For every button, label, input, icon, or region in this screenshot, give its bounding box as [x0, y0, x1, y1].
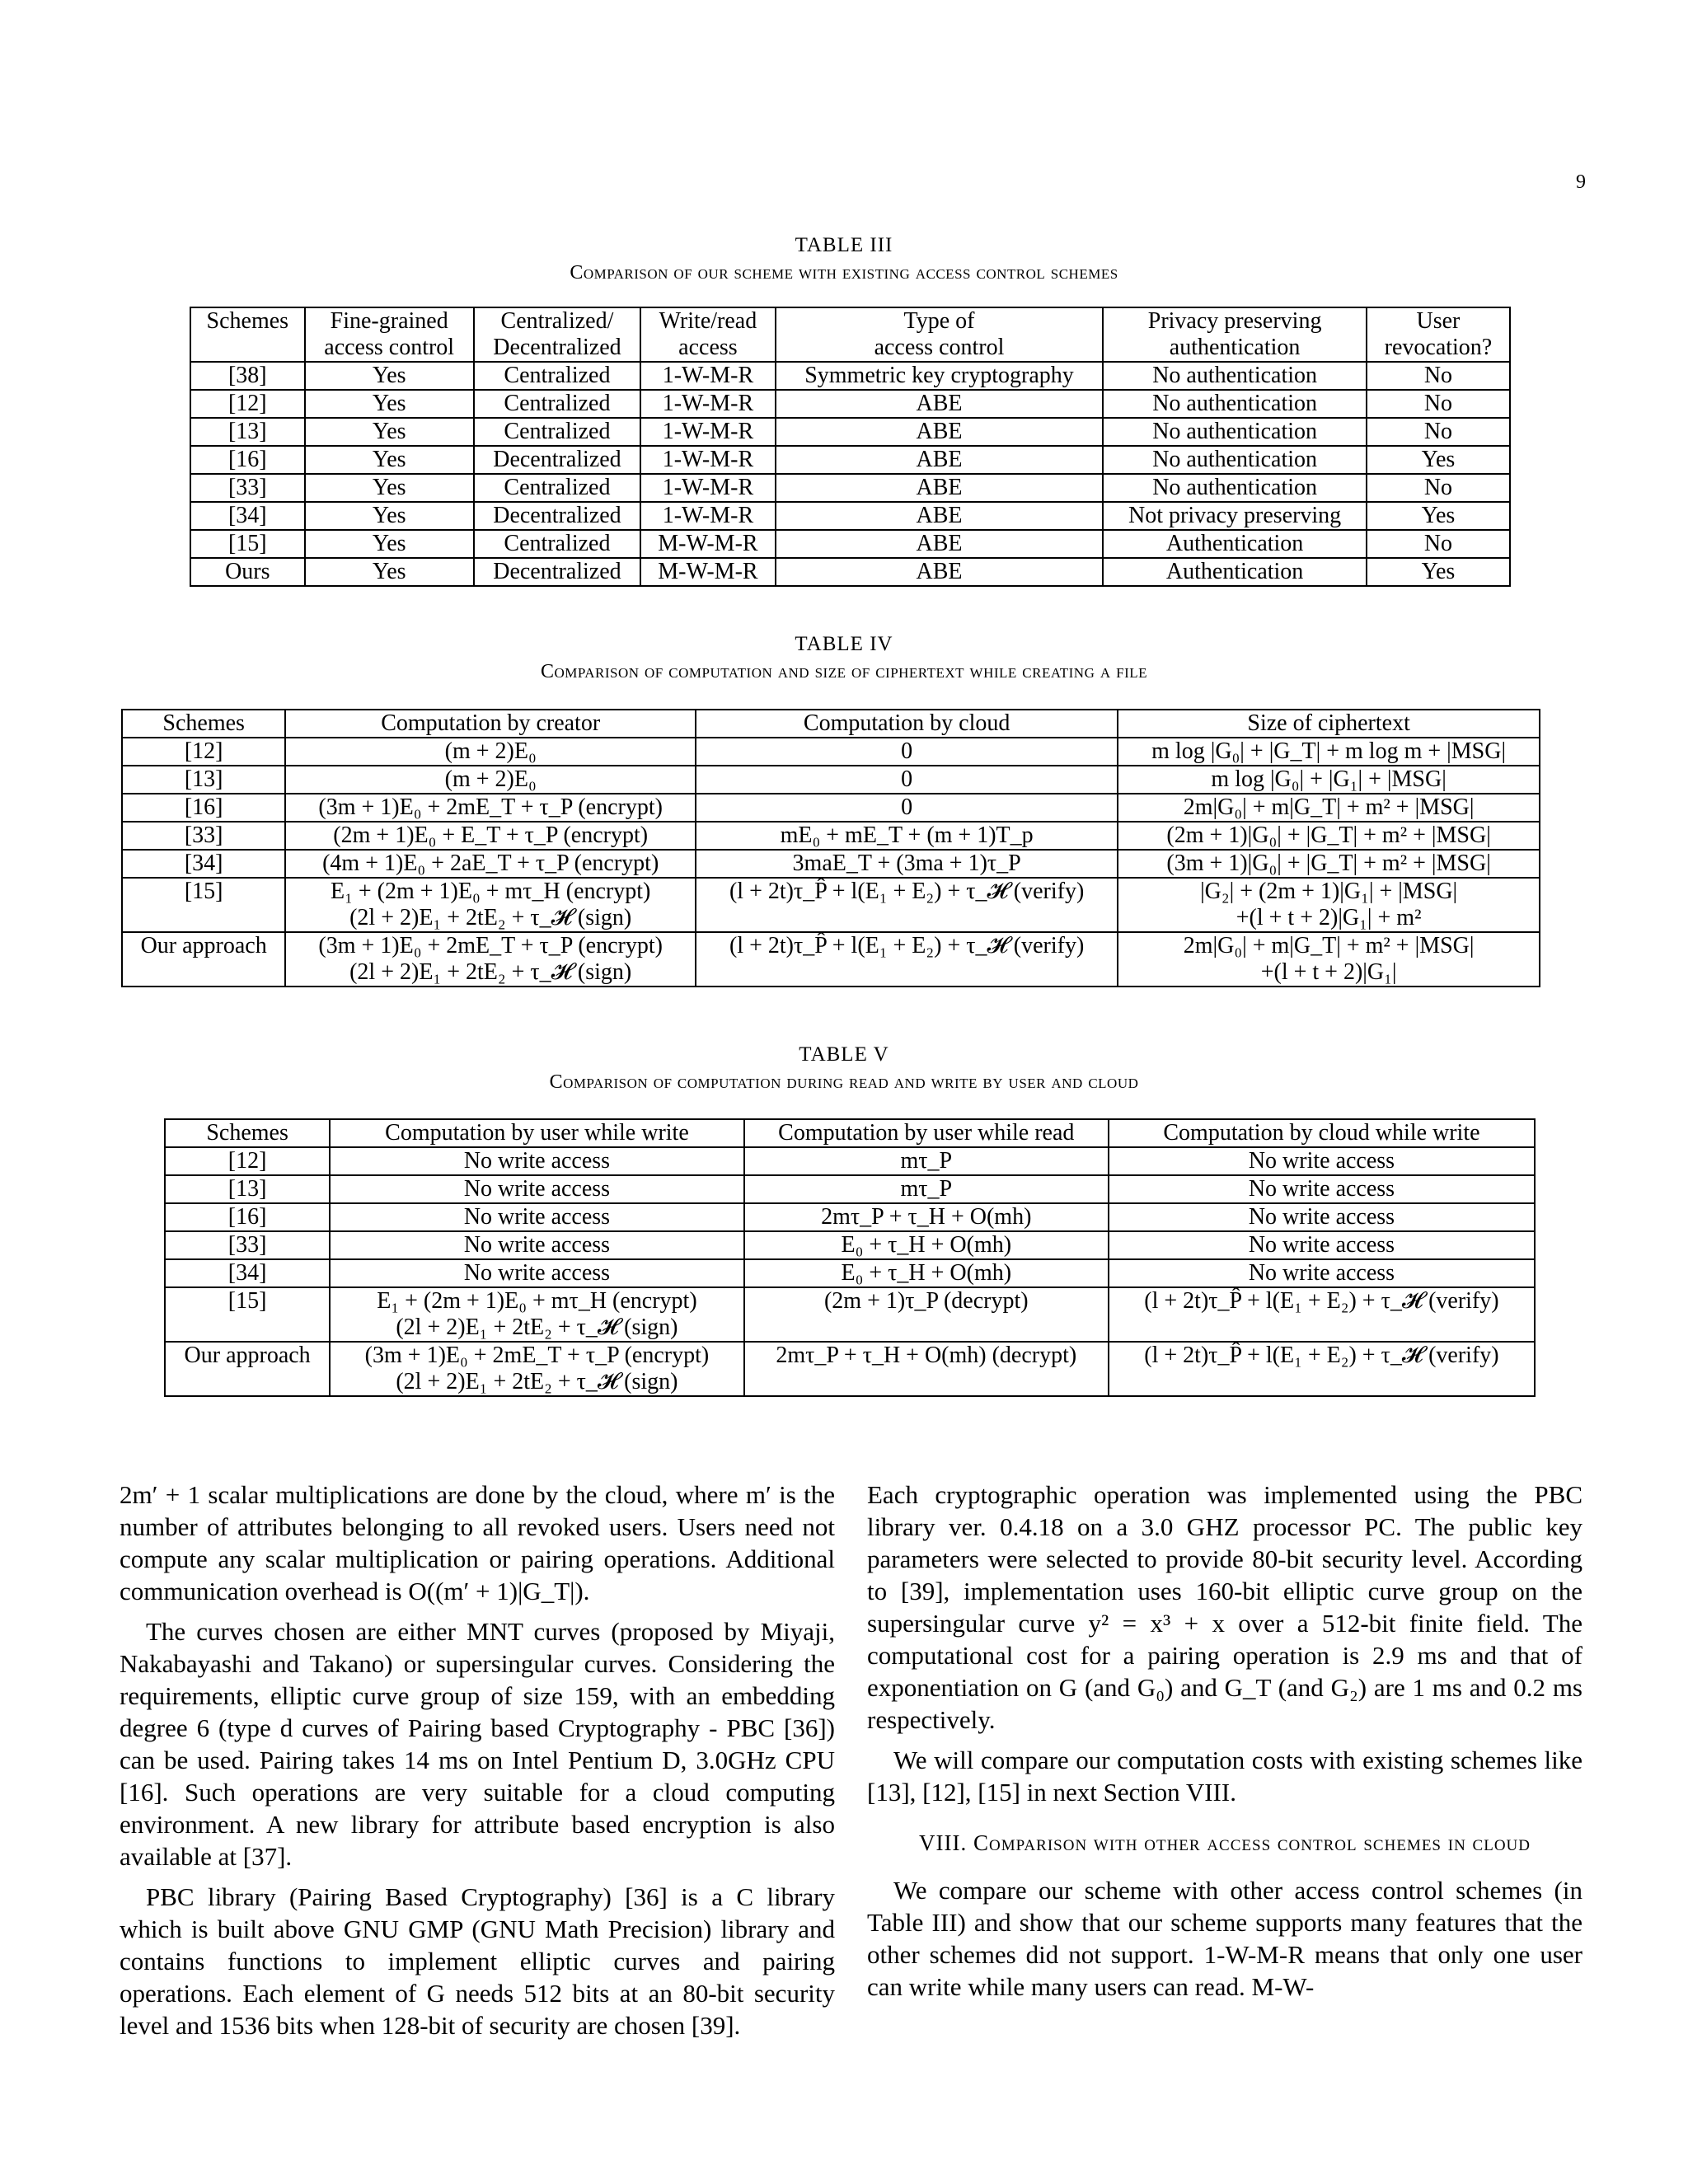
cell-line: (3m + 1)E₀ + 2mE_T + τ_P (encrypt) [364, 1343, 710, 1368]
table-cell [330, 1175, 743, 1203]
cell-line: No write access [1248, 1148, 1395, 1174]
cell-line: (l + 2t)τ_P̂ + l(E₁ + E₂) + τ_𝓗 (verify) [1144, 1288, 1499, 1314]
cell-line: |G₂| + (2m + 1)|G₁| + |MSG| [1200, 879, 1458, 904]
section-heading: VIII. Comparison with other access control schemes in cloud [919, 1830, 1531, 1855]
table-row [165, 1231, 1535, 1259]
cell-line: 2mτ_P + τ_H + O(mh) (decrypt) [776, 1343, 1077, 1368]
cell-line: [13] [184, 766, 223, 792]
table-cell: Yes [305, 530, 474, 558]
cell-line: 0 [901, 738, 913, 764]
cell-line: (l + 2t)τ_P̂ + l(E₁ + E₂) + τ_𝓗 (verify) [729, 879, 1085, 904]
table3-title: Comparison of our scheme with existing access control schemes [570, 262, 1118, 284]
cell-line: [34] [227, 1260, 267, 1286]
table-cell [165, 1203, 330, 1231]
table-cell: Yes [305, 446, 474, 474]
cell-line: Centralized/ [500, 308, 614, 334]
cell-line: [12] [227, 1148, 267, 1174]
cell-line: Privacy preserving [1147, 308, 1322, 334]
cell-line: mτ_P [900, 1148, 953, 1174]
table-cell [1118, 932, 1540, 987]
left-column [120, 1479, 835, 2050]
column-header: Computation by creator [285, 710, 696, 738]
cell-line: access [678, 335, 738, 360]
cell-line: m log |G₀| + |G₁| + |MSG| [1211, 766, 1447, 792]
table-cell [1118, 878, 1540, 932]
table-cell: [33] [190, 474, 305, 502]
cell-line: mE₀ + mE_T + (m + 1)T_p [780, 823, 1034, 848]
table-cell: No authentication [1103, 418, 1367, 446]
table-cell: Authentication [1103, 530, 1367, 558]
table-cell: M-W-M-R [640, 558, 776, 586]
table4-title: Comparison of computation and size of ciphertext while creating a file [540, 661, 1148, 682]
cell-line: 2mτ_P + τ_H + O(mh) [821, 1204, 1032, 1230]
cell-line: Write/read [659, 308, 757, 334]
table-cell [330, 1342, 743, 1396]
table-cell: Symmetric key cryptography [776, 362, 1104, 390]
table-cell [1109, 1203, 1535, 1231]
table-cell: Decentralized [474, 558, 640, 586]
table-cell: Yes [1367, 446, 1510, 474]
cell-line: E₁ + (2m + 1)E₀ + mτ_H (encrypt) [330, 879, 651, 904]
table-cell [330, 1287, 743, 1342]
cell-line: No write access [463, 1148, 611, 1174]
table-row [165, 1203, 1535, 1231]
table-cell [1109, 1231, 1535, 1259]
table-cell: Yes [305, 418, 474, 446]
column-header [190, 307, 305, 362]
cell-line: Our approach [184, 1343, 311, 1368]
cell-line: +(l + t + 2)|G₁| [1260, 959, 1397, 985]
cell-line: 3maE_T + (3ma + 1)τ_P [792, 851, 1021, 876]
table-cell [1118, 850, 1540, 878]
table-cell: Centralized [474, 530, 640, 558]
table-cell: No [1367, 390, 1510, 418]
cell-line: revocation? [1384, 335, 1493, 360]
table-cell: Decentralized [474, 502, 640, 530]
table-cell: 1-W-M-R [640, 418, 776, 446]
table-cell: Not privacy preserving [1103, 502, 1367, 530]
cell-line: No write access [463, 1232, 611, 1258]
table-cell [285, 878, 696, 932]
table-cell [165, 1147, 330, 1175]
cell-line: Type of [903, 308, 975, 334]
cell-line: (2l + 2)E₁ + 2tE₂ + τ_𝓗 (sign) [349, 959, 632, 985]
table-cell [1118, 766, 1540, 794]
table-cell: [15] [190, 530, 305, 558]
table-cell [744, 1342, 1109, 1396]
table-cell: 1-W-M-R [640, 474, 776, 502]
table-cell: Ours [190, 558, 305, 586]
table-cell: ABE [776, 502, 1104, 530]
cell-line: access control [874, 335, 1005, 360]
table-cell: [38] [190, 362, 305, 390]
cell-line: Decentralized [493, 335, 621, 360]
table-cell [285, 738, 696, 766]
table-cell [165, 1231, 330, 1259]
table-cell: Yes [305, 362, 474, 390]
cell-line: 2m|G₀| + m|G_T| + m² + |MSG| [1183, 933, 1475, 958]
table-cell [330, 1203, 743, 1231]
column-header: Computation by cloud [696, 710, 1118, 738]
right-column [867, 1479, 1582, 2011]
table-cell: No authentication [1103, 446, 1367, 474]
table-cell: Centralized [474, 474, 640, 502]
table-cell [1109, 1147, 1535, 1175]
table-cell [165, 1287, 330, 1342]
cell-line: No write access [463, 1176, 611, 1202]
table-row [190, 558, 1510, 586]
column-header: Size of ciphertext [1118, 710, 1540, 738]
table-cell [696, 794, 1118, 822]
table-cell: No [1367, 362, 1510, 390]
table-cell [330, 1259, 743, 1287]
header-row [122, 710, 1540, 738]
cell-line: [12] [184, 738, 223, 764]
table-cell [1118, 822, 1540, 850]
cell-line: No write access [1248, 1232, 1395, 1258]
table-row [122, 878, 1540, 932]
cell-line: (2m + 1)τ_P (decrypt) [823, 1288, 1029, 1314]
table-cell [330, 1231, 743, 1259]
cell-line: E₁ + (2m + 1)E₀ + mτ_H (encrypt) [377, 1288, 697, 1314]
table4-label: TABLE IV [795, 633, 893, 655]
cell-line: access control [324, 335, 455, 360]
table-row [190, 362, 1510, 390]
cell-line: [15] [184, 879, 223, 904]
cell-line: mτ_P [900, 1176, 953, 1202]
table4 [121, 709, 1540, 987]
table-cell: Authentication [1103, 558, 1367, 586]
cell-line: No write access [1248, 1204, 1395, 1230]
cell-line: (2l + 2)E₁ + 2tE₂ + τ_𝓗 (sign) [396, 1315, 678, 1340]
table-row [122, 932, 1540, 987]
cell-line: [33] [184, 823, 223, 848]
cell-line: [15] [227, 1288, 267, 1314]
table-cell: No authentication [1103, 390, 1367, 418]
table-cell: 1-W-M-R [640, 390, 776, 418]
table-row [165, 1147, 1535, 1175]
column-header: Computation by cloud while write [1109, 1119, 1535, 1147]
table-cell [122, 878, 285, 932]
table-row [165, 1259, 1535, 1287]
table-row [122, 794, 1540, 822]
table-cell [285, 850, 696, 878]
table-cell [165, 1175, 330, 1203]
table-cell [1118, 794, 1540, 822]
table-cell [285, 766, 696, 794]
table-cell [122, 822, 285, 850]
table-cell [744, 1287, 1109, 1342]
table-cell [696, 738, 1118, 766]
table-cell [744, 1259, 1109, 1287]
table-cell: ABE [776, 530, 1104, 558]
table-cell: Yes [305, 558, 474, 586]
cell-line: [33] [227, 1232, 267, 1258]
table-cell: M-W-M-R [640, 530, 776, 558]
cell-line: (2l + 2)E₁ + 2tE₂ + τ_𝓗 (sign) [349, 905, 632, 930]
cell-line: 2m|G₀| + m|G_T| + m² + |MSG| [1183, 794, 1475, 820]
table3-caption [0, 234, 1688, 284]
table-row [190, 502, 1510, 530]
cell-line: (l + 2t)τ_P̂ + l(E₁ + E₂) + τ_𝓗 (verify) [729, 933, 1085, 958]
column-header: Schemes [165, 1119, 330, 1147]
table-cell: Yes [305, 502, 474, 530]
table-cell: Centralized [474, 418, 640, 446]
left-paragraph: 2m′ + 1 scalar multiplications are done by the cloud, where m′ is the number of attributes belonging to all revoked users. Users need not compute any scalar multiplication or pairing operations. Additional communication overhead is O((m′ + 1)|G_T|). [120, 1480, 835, 1605]
table3 [190, 307, 1511, 587]
header-row [165, 1119, 1535, 1147]
table-cell: 1-W-M-R [640, 362, 776, 390]
right-paragraph: We will compare our computation costs with existing schemes like [13], [12], [15] in next Section VIII. [867, 1746, 1582, 1807]
cell-line: Our approach [140, 933, 267, 958]
cell-line: No write access [463, 1260, 611, 1286]
cell-line: (3m + 1)E₀ + 2mE_T + τ_P (encrypt) [318, 794, 663, 820]
cell-line: E₀ + τ_H + O(mh) [841, 1260, 1012, 1286]
column-header [1103, 307, 1367, 362]
column-header: Computation by user while write [330, 1119, 743, 1147]
column-header [776, 307, 1104, 362]
table-row [190, 390, 1510, 418]
cell-line: 0 [901, 794, 913, 820]
table-cell [1109, 1287, 1535, 1342]
table-cell: Decentralized [474, 446, 640, 474]
table-cell [122, 932, 285, 987]
table-cell [285, 794, 696, 822]
page-number: 9 [1576, 171, 1586, 193]
table-row [190, 446, 1510, 474]
cell-line: User [1416, 308, 1461, 334]
left-paragraph: The curves chosen are either MNT curves (proposed by Miyaji, Nakabayashi and Takano) or supersingular curves. Considering the requirements, elliptic curve group of size 159, with an embedding degree 6 (type d curves of Pairing based Cryptography - PBC [36]) can be used. Pairing takes 14 ms on Intel Pentium D, 3.0GHz CPU [16]. Such operations are very suitable for a cloud computing environment. A new library for attribute based encryption is also available at [37]. [120, 1617, 835, 1871]
column-header [1367, 307, 1510, 362]
table-cell [122, 738, 285, 766]
table-cell [1118, 738, 1540, 766]
table-cell [744, 1147, 1109, 1175]
table-cell: No [1367, 530, 1510, 558]
left-paragraph: PBC library (Pairing Based Cryptography) [36] is a C library which is built above GNU GMP (GNU Math Precision) library and contains functions to implement elliptic curves and pairing operations. Each element of G needs 512 bits at an 80-bit security level and 1536 bits when 128-bit of security are chosen [39]. [120, 1882, 835, 2040]
table-cell: No authentication [1103, 474, 1367, 502]
table4-caption [0, 633, 1688, 683]
table-cell [122, 766, 285, 794]
column-header [305, 307, 474, 362]
table-cell: ABE [776, 446, 1104, 474]
table-row [122, 850, 1540, 878]
table-cell: [13] [190, 418, 305, 446]
cell-line: (2l + 2)E₁ + 2tE₂ + τ_𝓗 (sign) [396, 1369, 678, 1394]
cell-line: (m + 2)E₀ [444, 766, 537, 792]
cell-line: m log |G₀| + |G_T| + m log m + |MSG| [1151, 738, 1507, 764]
table-cell [285, 822, 696, 850]
cell-line: [16] [184, 794, 223, 820]
cell-line: (4m + 1)E₀ + 2aE_T + τ_P (encrypt) [322, 851, 659, 876]
cell-line: [34] [184, 851, 223, 876]
table-cell: [16] [190, 446, 305, 474]
table-cell [744, 1175, 1109, 1203]
table-cell [744, 1203, 1109, 1231]
table-cell: Yes [305, 390, 474, 418]
table-cell: 1-W-M-R [640, 502, 776, 530]
table-cell [696, 850, 1118, 878]
table-cell: No [1367, 418, 1510, 446]
column-header: Schemes [122, 710, 285, 738]
table-row [122, 822, 1540, 850]
table-cell [330, 1147, 743, 1175]
column-header: Computation by user while read [744, 1119, 1109, 1147]
table-cell [1109, 1175, 1535, 1203]
table-cell: [34] [190, 502, 305, 530]
cell-line: (2m + 1)E₀ + E_T + τ_P (encrypt) [333, 823, 649, 848]
cell-line: [13] [227, 1176, 267, 1202]
cell-line: (3m + 1)|G₀| + |G_T| + m² + |MSG| [1166, 851, 1491, 876]
table-cell [122, 794, 285, 822]
table-row [122, 766, 1540, 794]
table-cell [696, 766, 1118, 794]
table-cell: 1-W-M-R [640, 446, 776, 474]
table-cell: ABE [776, 390, 1104, 418]
table-cell [696, 932, 1118, 987]
table-cell [165, 1259, 330, 1287]
table5-title: Comparison of computation during read and write by user and cloud [549, 1071, 1139, 1093]
cell-line: [16] [227, 1204, 267, 1230]
table-cell [696, 822, 1118, 850]
table-row [165, 1342, 1535, 1396]
table-row [122, 738, 1540, 766]
table-cell: Centralized [474, 390, 640, 418]
header-row [190, 307, 1510, 362]
table-row [190, 474, 1510, 502]
table-cell [165, 1342, 330, 1396]
cell-line: (3m + 1)E₀ + 2mE_T + τ_P (encrypt) [318, 933, 663, 958]
cell-line: Schemes [206, 308, 289, 334]
table-cell: No [1367, 474, 1510, 502]
table-cell: [12] [190, 390, 305, 418]
table-cell: No authentication [1103, 362, 1367, 390]
table-cell: Yes [1367, 502, 1510, 530]
table-cell: ABE [776, 474, 1104, 502]
cell-line: 0 [901, 766, 913, 792]
column-header [640, 307, 776, 362]
cell-line: No write access [463, 1204, 611, 1230]
table-cell [285, 932, 696, 987]
cell-line: +(l + t + 2)|G₁| + m² [1236, 905, 1422, 930]
cell-line: No write access [1248, 1176, 1395, 1202]
cell-line: (2m + 1)|G₀| + |G_T| + m² + |MSG| [1166, 823, 1491, 848]
cell-line: No write access [1248, 1260, 1395, 1286]
table3-label: TABLE III [795, 234, 893, 256]
table-row [165, 1175, 1535, 1203]
table-row [165, 1287, 1535, 1342]
cell-line: E₀ + τ_H + O(mh) [841, 1232, 1012, 1258]
cell-line: (l + 2t)τ_P̂ + l(E₁ + E₂) + τ_𝓗 (verify) [1144, 1343, 1499, 1368]
cell-line: (m + 2)E₀ [444, 738, 537, 764]
table-cell: ABE [776, 418, 1104, 446]
cell-line: Fine-grained [330, 308, 448, 334]
table5-caption [0, 1043, 1688, 1094]
table5 [164, 1118, 1536, 1397]
table-cell: Centralized [474, 362, 640, 390]
table-cell [1109, 1342, 1535, 1396]
table-cell [1109, 1259, 1535, 1287]
table-cell [122, 850, 285, 878]
table-cell [744, 1231, 1109, 1259]
table-cell: ABE [776, 558, 1104, 586]
table-row [190, 418, 1510, 446]
cell-line: authentication [1169, 335, 1301, 360]
table-row [190, 530, 1510, 558]
right-paragraph: Each cryptographic operation was implemented using the PBC library ver. 0.4.18 on a 3.0 GHZ processor PC. The public key parameters were selected to provide 80-bit security level. According to [39], implementation uses 160-bit elliptic curve group on the supersingular curve y² = x³ + x over a 512-bit finite field. The computational cost for a pairing operation is 2.9 ms and that of exponentiation on G (and G₀) and G_T (and G₂) are 1 ms and 0.2 ms respectively. [867, 1480, 1582, 1734]
table-cell [696, 878, 1118, 932]
column-header [474, 307, 640, 362]
table-cell: Yes [1367, 558, 1510, 586]
table5-label: TABLE V [799, 1043, 889, 1066]
table-cell: Yes [305, 474, 474, 502]
right-paragraph: We compare our scheme with other access control schemes (in Table III) and show that our scheme supports many features that the other schemes did not support. 1-W-M-R means that only one user can write while many users can read. M-W- [867, 1876, 1582, 2001]
